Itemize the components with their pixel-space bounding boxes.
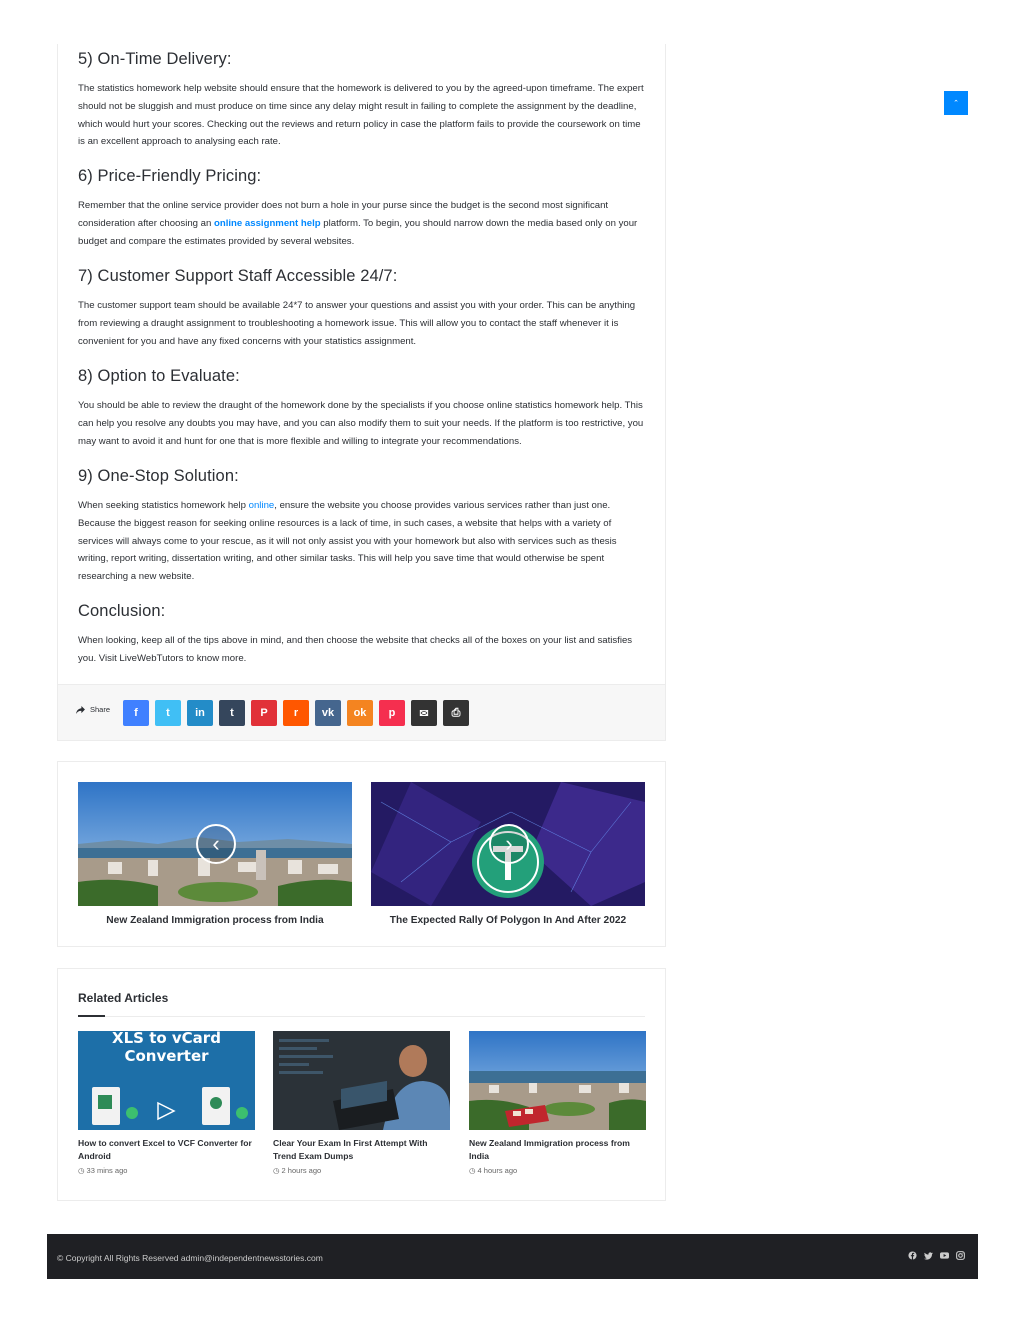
divider-accent bbox=[78, 1015, 105, 1017]
person-laptop-image bbox=[273, 1031, 450, 1130]
clock-icon: ◷ bbox=[273, 1166, 280, 1175]
related-article-title: New Zealand Immigration process from India bbox=[469, 1138, 630, 1161]
online-link[interactable]: online bbox=[248, 500, 275, 511]
share-pocket-button[interactable] bbox=[379, 700, 405, 726]
share-icon bbox=[76, 706, 85, 714]
share-linkedin-button[interactable] bbox=[187, 700, 213, 726]
section-conclusion bbox=[78, 600, 648, 668]
share-tumblr-button[interactable] bbox=[219, 700, 245, 726]
share-vk-button[interactable] bbox=[315, 700, 341, 726]
related-article-title: How to convert Excel to VCF Converter for Android bbox=[78, 1138, 252, 1161]
linkedin-icon: in bbox=[195, 707, 205, 719]
clock-icon: ◷ bbox=[469, 1166, 476, 1175]
facebook-icon: f bbox=[134, 707, 138, 719]
chevron-right-icon: › bbox=[489, 824, 529, 864]
share-pinterest-button[interactable] bbox=[251, 700, 277, 726]
share-facebook-button[interactable] bbox=[123, 700, 149, 726]
city-cable-car-image bbox=[469, 1031, 646, 1130]
clock-icon: ◷ bbox=[78, 1166, 85, 1175]
share-bar bbox=[58, 684, 665, 740]
related-article-image bbox=[78, 1031, 255, 1130]
next-post-link[interactable] bbox=[371, 782, 645, 926]
section-heading: 7) Customer Support Staff Accessible 24/7: bbox=[78, 267, 398, 285]
related-article-item[interactable] bbox=[273, 1031, 450, 1175]
next-post-title: The Expected Rally Of Polygon In And After 2022 bbox=[389, 915, 627, 926]
share-odnoklassniki-button[interactable] bbox=[347, 700, 373, 726]
xls-vcard-image-text-2: Converter bbox=[124, 1047, 209, 1065]
related-article-item[interactable] bbox=[78, 1031, 255, 1175]
share-buttons bbox=[123, 700, 469, 726]
pinterest-icon: P bbox=[260, 707, 268, 719]
chevron-up-icon: ⌃ bbox=[953, 100, 959, 107]
chevron-left-icon: ‹ bbox=[196, 824, 236, 864]
section-paragraph: You should be able to review the draught of the homework done by the specialists if you choose online statistics homework help. This can help you resolve any doubts you may have, and you can also modify them to suit your needs. If the platform is too restrictive, you may want to avoid it and hunt for one that is more flexible and willing to integrate your recommendations. bbox=[78, 400, 644, 447]
section-paragraph: When looking, keep all of the tips above in mind, and then choose the website that checks all of the boxes on your list and satisfies you. Visit LiveWebTutors to know more. bbox=[78, 635, 633, 664]
section-heading: 6) Price-Friendly Pricing: bbox=[78, 167, 262, 185]
share-label-text: Share bbox=[90, 705, 111, 714]
paragraph-text: , ensure the website you choose provides various services rather than just one. Because the biggest reason for seeking online resources is a lack of time, in such cases, a website that helps with a variety of services will always come to your rescue, as it will not only assist you with your homework but also with services such as thesis writing, report writing, dissertation writing, and other similar tasks. This will help you save time that would otherwise be spent researching a new website. bbox=[78, 500, 617, 583]
footer-social-links bbox=[908, 1251, 965, 1260]
instagram-icon[interactable] bbox=[956, 1251, 965, 1260]
twitter-icon: t bbox=[166, 707, 170, 719]
paragraph-text: Remember that the online service provider does not burn a hole in your purse since the budget is the second most significant consideration after choosing an bbox=[78, 200, 609, 229]
paragraph-text: platform. To begin, you should narrow down the media based only on your budget and compare the estimates provided by several websites. bbox=[78, 217, 638, 247]
time-text: 2 hours ago bbox=[281, 1166, 322, 1175]
section-one-stop-solution bbox=[78, 465, 648, 586]
next-post-image bbox=[371, 782, 645, 906]
odnoklassniki-icon: ok bbox=[353, 707, 367, 719]
related-article-image bbox=[273, 1031, 450, 1130]
youtube-icon[interactable] bbox=[940, 1251, 949, 1260]
section-heading: 5) On-Time Delivery: bbox=[78, 50, 232, 68]
section-heading: Conclusion: bbox=[78, 602, 166, 620]
related-article-image bbox=[469, 1031, 646, 1130]
section-paragraph: The customer support team should be available 24*7 to answer your questions and assist you with your order. This can be anything from reviewing a draught assignment to troubleshooting a homework issue. This will allow you to contact the staff whenever it is convenient for you and have any fixed concerns with your statistics assignment. bbox=[78, 300, 636, 347]
share-reddit-button[interactable] bbox=[283, 700, 309, 726]
section-price-friendly-pricing bbox=[78, 165, 648, 250]
section-heading: 8) Option to Evaluate: bbox=[78, 367, 240, 385]
divider bbox=[78, 1016, 645, 1017]
reddit-icon: r bbox=[293, 707, 299, 719]
related-articles-heading: Related Articles bbox=[78, 991, 169, 1005]
related-articles bbox=[57, 968, 666, 1201]
xls-vcard-image-text-1: XLS to vCard bbox=[112, 1031, 221, 1047]
share-label bbox=[76, 705, 110, 714]
prev-post-title: New Zealand Immigration process from India bbox=[106, 915, 324, 926]
site-footer bbox=[47, 1234, 978, 1279]
facebook-icon[interactable] bbox=[908, 1251, 917, 1260]
time-text: 33 mins ago bbox=[86, 1166, 128, 1175]
section-paragraph bbox=[78, 197, 648, 250]
article-card bbox=[57, 44, 666, 741]
prev-post-link[interactable] bbox=[78, 782, 352, 926]
back-to-top-button[interactable] bbox=[944, 91, 968, 115]
share-print-button[interactable] bbox=[443, 700, 469, 726]
section-customer-support bbox=[78, 265, 648, 350]
footer-copyright: © Copyright All Rights Reserved admin@independentnewsstories.com bbox=[57, 1253, 323, 1263]
section-paragraph bbox=[78, 497, 648, 586]
section-on-time-delivery bbox=[78, 48, 648, 151]
tumblr-icon: t bbox=[230, 707, 234, 719]
related-article-item[interactable] bbox=[469, 1031, 646, 1175]
paragraph-text: When seeking statistics homework help bbox=[78, 500, 249, 511]
section-option-to-evaluate bbox=[78, 365, 648, 450]
section-heading: 9) One-Stop Solution: bbox=[78, 467, 239, 485]
related-article-title: Clear Your Exam In First Attempt With Trend Exam Dumps bbox=[273, 1138, 428, 1161]
pocket-icon: p bbox=[388, 707, 396, 719]
section-paragraph: The statistics homework help website should ensure that the homework is delivered to you by the agreed-upon timeframe. The expert should not be sluggish and must produce on time since any delay might result in failing to complete the assignment by the deadline, which would hurt your scores. Checking out the reviews and return policy in case the platform fails to provide the coursework on time is an excellent approach to analysing each rate. bbox=[78, 83, 644, 148]
post-navigation bbox=[57, 761, 666, 947]
online-assignment-help-link[interactable]: online assignment help bbox=[214, 217, 321, 229]
related-article-time bbox=[78, 1166, 255, 1175]
print-icon: ⎙ bbox=[451, 706, 461, 719]
related-article-time bbox=[469, 1166, 646, 1175]
email-icon: ✉ bbox=[419, 707, 429, 720]
time-text: 4 hours ago bbox=[477, 1166, 518, 1175]
vk-icon: vk bbox=[321, 707, 335, 719]
twitter-icon[interactable] bbox=[924, 1251, 933, 1260]
related-article-time bbox=[273, 1166, 450, 1175]
prev-post-image bbox=[78, 782, 352, 906]
share-twitter-button[interactable] bbox=[155, 700, 181, 726]
share-email-button[interactable] bbox=[411, 700, 437, 726]
